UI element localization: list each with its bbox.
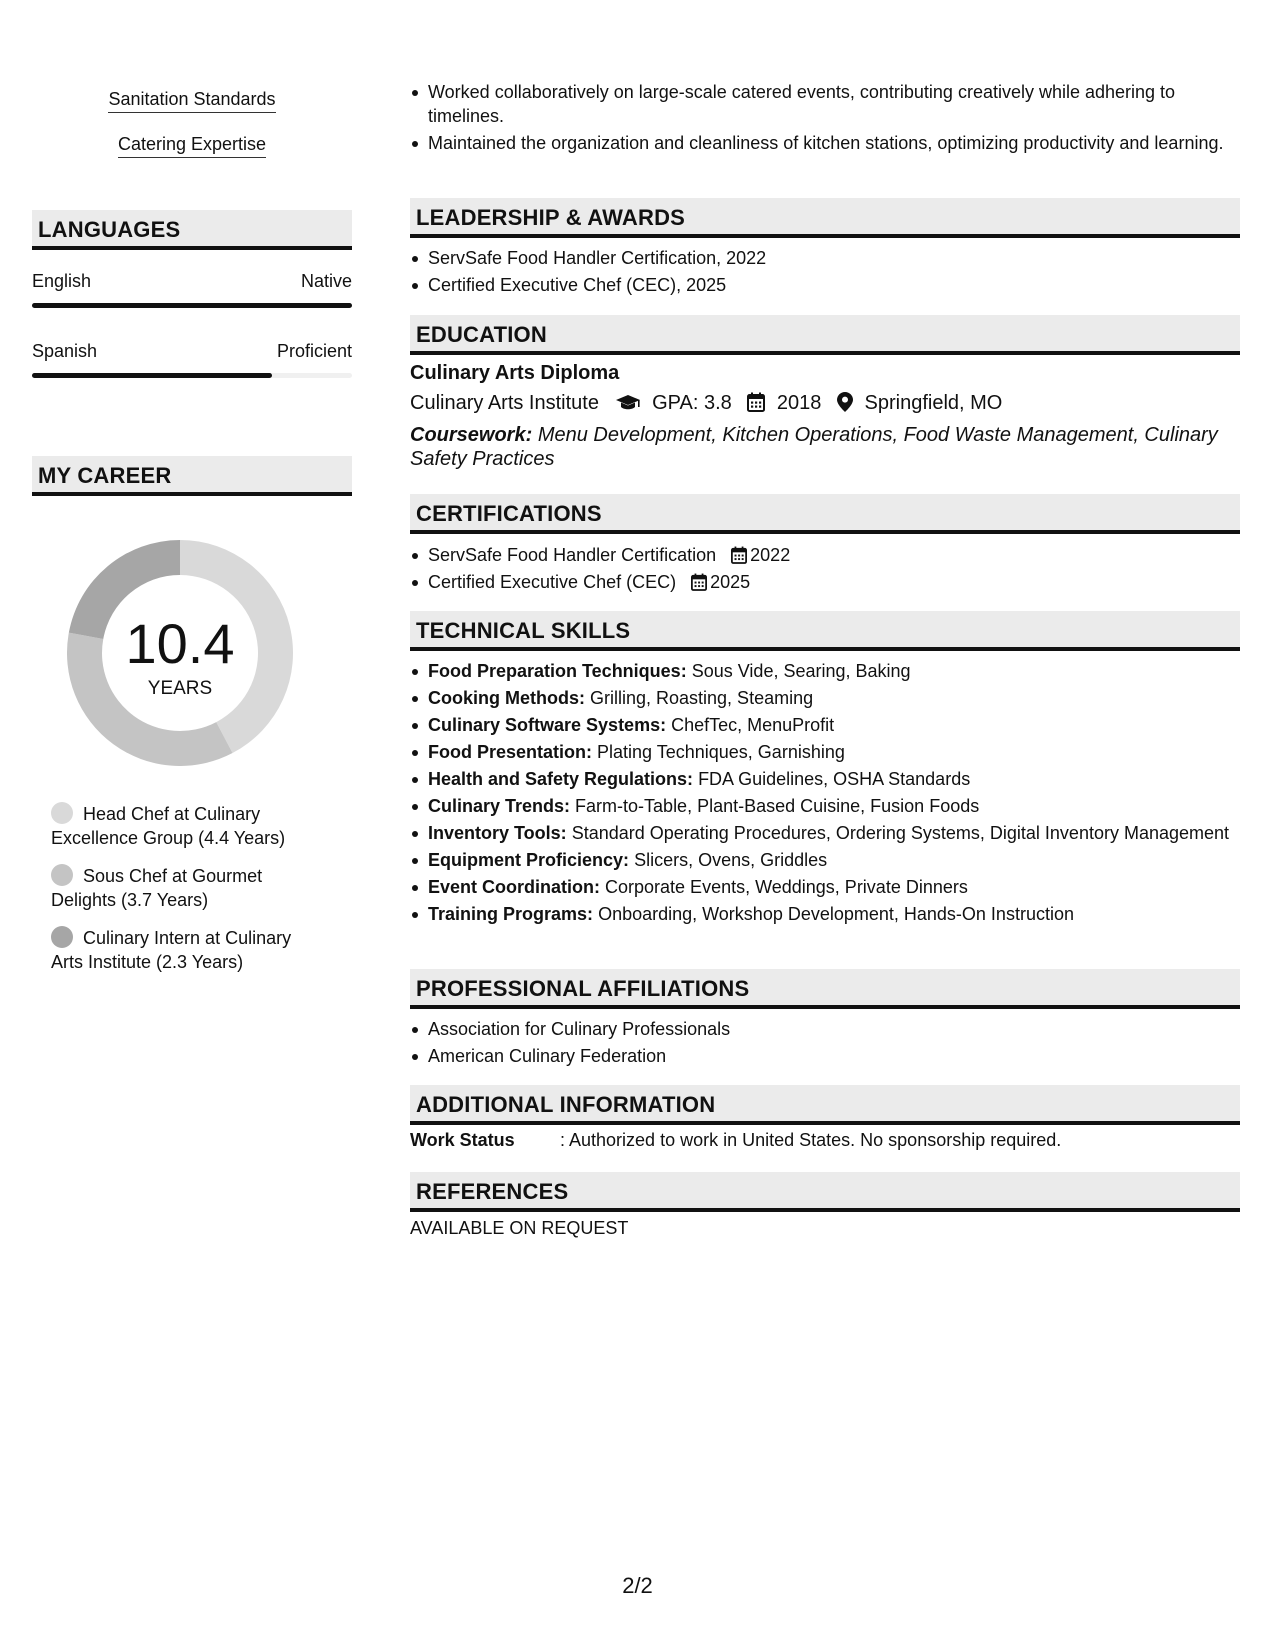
language-level: Proficient bbox=[276, 341, 352, 361]
skill-item bbox=[410, 821, 1240, 845]
skill-item bbox=[410, 794, 1240, 818]
page-number: 2/2 bbox=[622, 1573, 653, 1598]
career-legend-label: Sous Chef at Gourmet Delights (3.7 Years) bbox=[51, 866, 263, 910]
education-year: 2018 bbox=[776, 392, 822, 414]
section-title: LEADERSHIP & AWARDS bbox=[416, 205, 686, 230]
references-text: AVAILABLE ON REQUEST bbox=[410, 1218, 629, 1238]
affiliation-item: American Culinary Federation bbox=[410, 1044, 1240, 1068]
skill-label: Training Programs: bbox=[428, 904, 594, 924]
experience-bullet: Worked collaboratively on large-scale catered events, contributing creatively while adhering to timelines. bbox=[410, 80, 1240, 128]
education-coursework bbox=[410, 423, 1240, 471]
certification-name: ServSafe Food Handler Certification bbox=[428, 545, 717, 565]
certification-year: 2025 bbox=[710, 572, 751, 592]
career-legend-item bbox=[51, 926, 311, 974]
language-proficiency-bar bbox=[32, 303, 352, 308]
location-pin-icon bbox=[837, 392, 853, 412]
section-title: EDUCATION bbox=[416, 322, 547, 347]
skill-tag-container bbox=[32, 88, 352, 113]
language-proficiency-fill bbox=[32, 373, 272, 378]
graduation-cap-icon bbox=[615, 394, 641, 412]
language-name: English bbox=[32, 271, 92, 291]
section-title: ADDITIONAL INFORMATION bbox=[416, 1092, 716, 1117]
affiliations-header bbox=[410, 969, 1240, 1009]
language-name: Spanish bbox=[32, 341, 98, 361]
skill-label: Food Presentation: bbox=[428, 742, 593, 762]
skill-item bbox=[410, 848, 1240, 872]
career-legend-label: Culinary Intern at Culinary Arts Institute (2.3 Years) bbox=[51, 928, 292, 972]
skill-value: Onboarding, Workshop Development, Hands-On Instruction bbox=[598, 904, 1074, 924]
skill-label: Inventory Tools: bbox=[428, 823, 567, 843]
skill-tag: Catering Expertise bbox=[118, 133, 266, 158]
career-legend-label: Head Chef at Culinary Excellence Group (4.4 Years) bbox=[51, 804, 286, 848]
skill-value: FDA Guidelines, OSHA Standards bbox=[698, 769, 971, 789]
languages-header bbox=[32, 210, 352, 250]
technical-skills-header bbox=[410, 611, 1240, 651]
skill-item bbox=[410, 875, 1240, 899]
career-donut-chart bbox=[67, 540, 293, 766]
career-header bbox=[32, 456, 352, 496]
education-header bbox=[410, 315, 1240, 355]
skill-value: Farm-to-Table, Plant-Based Cuisine, Fusion Foods bbox=[575, 796, 980, 816]
certification-name: Certified Executive Chef (CEC) bbox=[428, 572, 677, 592]
skill-item bbox=[410, 686, 1240, 710]
calendar-icon bbox=[691, 573, 707, 591]
affiliation-item: Association for Culinary Professionals bbox=[410, 1017, 1240, 1041]
calendar-icon bbox=[731, 546, 747, 564]
skill-label: Food Preparation Techniques: bbox=[428, 661, 687, 681]
skill-value: Corporate Events, Weddings, Private Dinners bbox=[605, 877, 968, 897]
skill-label: Culinary Software Systems: bbox=[428, 715, 667, 735]
career-legend-item bbox=[51, 802, 311, 850]
skill-label: Health and Safety Regulations: bbox=[428, 769, 694, 789]
skill-label: Event Coordination: bbox=[428, 877, 600, 897]
experience-bullet: Maintained the organization and cleanliness of kitchen stations, optimizing productivity and learning. bbox=[410, 131, 1240, 155]
skill-value: Plating Techniques, Garnishing bbox=[597, 742, 845, 762]
experience-bullets bbox=[410, 80, 1240, 158]
skill-label: Culinary Trends: bbox=[428, 796, 571, 816]
language-proficiency-fill bbox=[32, 303, 352, 308]
language-level: Native bbox=[300, 271, 352, 291]
section-title: PROFESSIONAL AFFILIATIONS bbox=[416, 976, 750, 1001]
section-title: TECHNICAL SKILLS bbox=[416, 618, 631, 643]
career-total-unit: YEARS bbox=[147, 678, 213, 699]
technical-skills-list bbox=[410, 659, 1240, 929]
education-gpa: GPA: 3.8 bbox=[652, 392, 732, 414]
career-total-years: 10.4 bbox=[125, 612, 235, 675]
leadership-item: ServSafe Food Handler Certification, 2022 bbox=[410, 246, 1240, 270]
skill-item bbox=[410, 767, 1240, 791]
skill-value: ChefTec, MenuProfit bbox=[671, 715, 835, 735]
leadership-header bbox=[410, 198, 1240, 238]
education-school: Culinary Arts Institute bbox=[410, 392, 599, 414]
certification-item bbox=[410, 570, 1240, 594]
certifications-list bbox=[410, 543, 1240, 597]
skill-item bbox=[410, 902, 1240, 926]
skill-item bbox=[410, 713, 1240, 737]
education-degree: Culinary Arts Diploma bbox=[410, 362, 620, 384]
language-proficiency-bar bbox=[32, 373, 352, 378]
leadership-item: Certified Executive Chef (CEC), 2025 bbox=[410, 273, 1240, 297]
languages-title: LANGUAGES bbox=[38, 217, 181, 242]
legend-dot bbox=[51, 926, 73, 948]
legend-dot bbox=[51, 802, 73, 824]
skill-value: Sous Vide, Searing, Baking bbox=[691, 661, 911, 681]
skill-value: Grilling, Roasting, Steaming bbox=[590, 688, 814, 708]
references-header bbox=[410, 1172, 1240, 1212]
education-meta bbox=[410, 392, 1002, 415]
education-location: Springfield, MO bbox=[864, 392, 1003, 414]
work-status-row bbox=[410, 1130, 1061, 1151]
affiliations-list bbox=[410, 1017, 1240, 1071]
skill-label: Equipment Proficiency: bbox=[428, 850, 630, 870]
skill-item bbox=[410, 740, 1240, 764]
skill-label: Cooking Methods: bbox=[428, 688, 585, 708]
section-title: REFERENCES bbox=[416, 1179, 569, 1204]
career-title: MY CAREER bbox=[38, 463, 172, 488]
skill-value: Slicers, Ovens, Griddles bbox=[634, 850, 828, 870]
skill-tag: Sanitation Standards bbox=[108, 88, 275, 113]
legend-dot bbox=[51, 864, 73, 886]
certification-year: 2022 bbox=[750, 545, 791, 565]
calendar-icon bbox=[747, 392, 765, 412]
work-status-label: Work Status bbox=[410, 1130, 515, 1150]
coursework-text: Menu Development, Kitchen Operations, Food Waste Management, Culinary Safety Practices bbox=[410, 424, 1218, 470]
section-title: CERTIFICATIONS bbox=[416, 501, 602, 526]
career-legend-item bbox=[51, 864, 311, 912]
skill-value: Standard Operating Procedures, Ordering Systems, Digital Inventory Management bbox=[571, 823, 1230, 843]
additional-info-header bbox=[410, 1085, 1240, 1125]
coursework-label: Coursework: bbox=[410, 424, 533, 446]
skill-tag-container bbox=[32, 133, 352, 158]
work-status-value: : Authorized to work in United States. No sponsorship required. bbox=[560, 1130, 1062, 1150]
certifications-header bbox=[410, 494, 1240, 534]
skill-item bbox=[410, 659, 1240, 683]
leadership-list bbox=[410, 246, 1240, 300]
certification-item bbox=[410, 543, 1240, 567]
